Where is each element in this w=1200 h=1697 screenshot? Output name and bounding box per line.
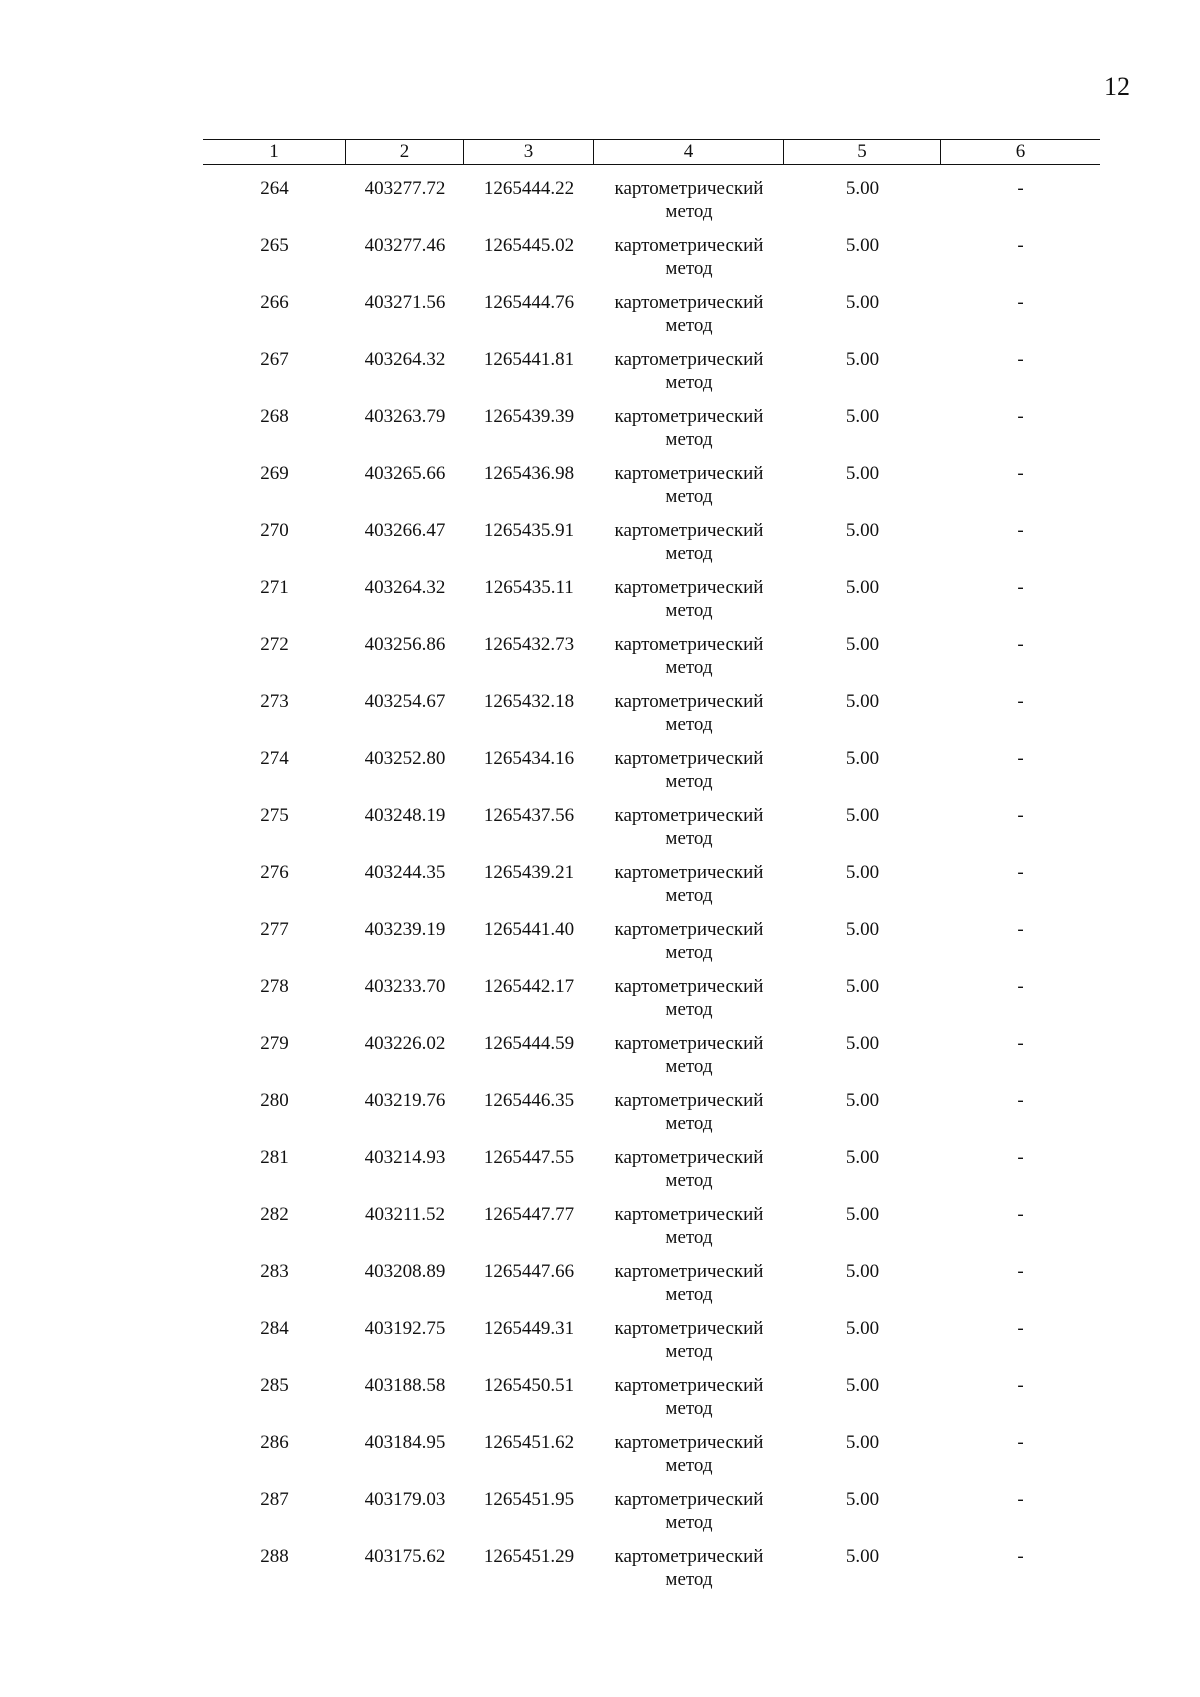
coord-y: 1265437.56 [483,805,575,826]
coord-x: 403264.32 [364,577,446,598]
note: - [1017,976,1024,997]
method-cell [594,348,784,405]
accuracy: 5.00 [845,463,880,484]
coord-x: 403214.93 [364,1147,446,1168]
note: - [1017,1489,1024,1510]
table-row [203,1545,1100,1602]
note: - [1017,235,1024,256]
accuracy: 5.00 [845,292,880,313]
method-line-1: картометрический [614,292,764,313]
note: - [1017,1090,1024,1111]
coord-y: 1265444.22 [483,178,575,199]
method-line-2: метод [665,657,713,678]
method-cell [594,1431,784,1488]
accuracy: 5.00 [845,1204,880,1225]
accuracy: 5.00 [845,1090,880,1111]
accuracy: 5.00 [845,520,880,541]
header-col-2: 2 [346,140,464,164]
method-line-2: метод [665,714,713,735]
coord-y: 1265446.35 [483,1090,575,1111]
method-cell [594,861,784,918]
accuracy: 5.00 [845,1147,880,1168]
coord-x: 403271.56 [364,292,446,313]
coord-y: 1265447.77 [483,1204,575,1225]
table-row [203,1317,1100,1374]
table-row [203,690,1100,747]
point-number: 266 [260,292,289,313]
accuracy: 5.00 [845,691,880,712]
method-line-2: метод [665,1398,713,1419]
table-row [203,462,1100,519]
point-number: 282 [260,1204,289,1225]
table-row [203,405,1100,462]
coord-y: 1265444.76 [483,292,575,313]
coord-x: 403211.52 [364,1204,446,1225]
coord-x: 403252.80 [364,748,446,769]
method-line-1: картометрический [614,1318,764,1339]
accuracy: 5.00 [845,805,880,826]
point-number: 271 [260,577,289,598]
point-number: 269 [260,463,289,484]
table-row [203,861,1100,918]
coord-y: 1265451.29 [483,1546,575,1567]
table-row [203,348,1100,405]
accuracy: 5.00 [845,748,880,769]
method-line-1: картометрический [614,1432,764,1453]
coord-y: 1265439.21 [483,862,575,883]
coord-x: 403175.62 [364,1546,446,1567]
method-cell [594,519,784,576]
method-line-2: метод [665,1056,713,1077]
method-line-2: метод [665,1341,713,1362]
point-number: 267 [260,349,289,370]
table-row [203,804,1100,861]
note: - [1017,1033,1024,1054]
coord-y: 1265435.91 [483,520,575,541]
point-number: 283 [260,1261,289,1282]
point-number: 280 [260,1090,289,1111]
header-col-5: 5 [784,140,941,164]
method-line-1: картометрический [614,862,764,883]
method-cell [594,405,784,462]
note: - [1017,1375,1024,1396]
method-line-1: картометрический [614,748,764,769]
method-cell [594,975,784,1032]
note: - [1017,577,1024,598]
method-cell [594,690,784,747]
coord-x: 403244.35 [364,862,446,883]
coord-x: 403254.67 [364,691,446,712]
note: - [1017,292,1024,313]
coord-x: 403226.02 [364,1033,446,1054]
accuracy: 5.00 [845,634,880,655]
note: - [1017,1147,1024,1168]
table-row [203,291,1100,348]
method-line-2: метод [665,1455,713,1476]
coord-y: 1265436.98 [483,463,575,484]
method-line-2: метод [665,885,713,906]
method-line-2: метод [665,258,713,279]
coord-x: 403192.75 [364,1318,446,1339]
coord-y: 1265445.02 [483,235,575,256]
note: - [1017,406,1024,427]
method-line-2: метод [665,429,713,450]
coord-y: 1265451.95 [483,1489,575,1510]
accuracy: 5.00 [845,1033,880,1054]
accuracy: 5.00 [845,919,880,940]
coord-y: 1265444.59 [483,1033,575,1054]
table-row [203,1146,1100,1203]
page-number: 12 [1104,72,1130,101]
method-line-1: картометрический [614,1147,764,1168]
coord-y: 1265439.39 [483,406,575,427]
method-cell [594,918,784,975]
point-number: 277 [260,919,289,940]
method-line-2: метод [665,372,713,393]
coord-x: 403263.79 [364,406,446,427]
note: - [1017,805,1024,826]
coord-y: 1265441.81 [483,349,575,370]
table-row [203,1089,1100,1146]
note: - [1017,1546,1024,1567]
table-body [203,177,1100,1602]
accuracy: 5.00 [845,178,880,199]
coord-y: 1265450.51 [483,1375,575,1396]
point-number: 270 [260,520,289,541]
method-cell [594,804,784,861]
table-row [203,918,1100,975]
coord-y: 1265447.66 [483,1261,575,1282]
method-cell [594,1146,784,1203]
coord-x: 403184.95 [364,1432,446,1453]
coord-x: 403256.86 [364,634,446,655]
table-row [203,1260,1100,1317]
method-line-2: метод [665,315,713,336]
point-number: 275 [260,805,289,826]
coord-y: 1265441.40 [483,919,575,940]
coord-x: 403277.46 [364,235,446,256]
table-row [203,177,1100,234]
point-number: 272 [260,634,289,655]
method-line-1: картометрический [614,235,764,256]
note: - [1017,634,1024,655]
coord-x: 403208.89 [364,1261,446,1282]
method-line-2: метод [665,1569,713,1590]
accuracy: 5.00 [845,235,880,256]
accuracy: 5.00 [845,1546,880,1567]
method-cell [594,576,784,633]
table-row [203,1203,1100,1260]
point-number: 268 [260,406,289,427]
coord-y: 1265447.55 [483,1147,575,1168]
table-row [203,633,1100,690]
method-line-1: картометрический [614,691,764,712]
method-line-2: метод [665,1284,713,1305]
method-line-2: метод [665,600,713,621]
coord-y: 1265442.17 [483,976,575,997]
point-number: 274 [260,748,289,769]
method-cell [594,1545,784,1602]
table-row [203,975,1100,1032]
table-row [203,1431,1100,1488]
table-row [203,1032,1100,1089]
note: - [1017,691,1024,712]
coord-y: 1265435.11 [484,577,574,598]
note: - [1017,1261,1024,1282]
method-line-1: картометрический [614,976,764,997]
method-line-1: картометрический [614,1204,764,1225]
method-line-1: картометрический [614,406,764,427]
point-number: 285 [260,1375,289,1396]
header-col-4: 4 [594,140,784,164]
method-cell [594,633,784,690]
header-col-1: 1 [203,140,346,164]
note: - [1017,178,1024,199]
note: - [1017,919,1024,940]
note: - [1017,1204,1024,1225]
note: - [1017,349,1024,370]
coord-x: 403239.19 [364,919,446,940]
accuracy: 5.00 [845,976,880,997]
method-cell [594,1317,784,1374]
method-cell [594,1089,784,1146]
coord-x: 403266.47 [364,520,446,541]
point-number: 264 [260,178,289,199]
coord-x: 403265.66 [364,463,446,484]
method-cell [594,177,784,234]
method-line-1: картометрический [614,463,764,484]
method-cell [594,1488,784,1545]
accuracy: 5.00 [845,1432,880,1453]
method-line-2: метод [665,1113,713,1134]
method-cell [594,234,784,291]
point-number: 276 [260,862,289,883]
point-number: 265 [260,235,289,256]
note: - [1017,748,1024,769]
accuracy: 5.00 [845,1318,880,1339]
method-line-2: метод [665,1170,713,1191]
table-row [203,1488,1100,1545]
note: - [1017,1318,1024,1339]
note: - [1017,520,1024,541]
point-number: 281 [260,1147,289,1168]
point-number: 273 [260,691,289,712]
table-header [203,139,1100,165]
method-line-1: картометрический [614,805,764,826]
note: - [1017,862,1024,883]
method-line-2: метод [665,201,713,222]
method-line-2: метод [665,543,713,564]
method-line-2: метод [665,1512,713,1533]
coord-y: 1265434.16 [483,748,575,769]
method-line-1: картометрический [614,1375,764,1396]
method-line-2: метод [665,486,713,507]
accuracy: 5.00 [845,349,880,370]
method-line-1: картометрический [614,919,764,940]
coord-x: 403264.32 [364,349,446,370]
coord-y: 1265432.18 [483,691,575,712]
table-row [203,747,1100,804]
method-cell [594,747,784,804]
coord-x: 403188.58 [364,1375,446,1396]
point-number: 287 [260,1489,289,1510]
point-number: 278 [260,976,289,997]
accuracy: 5.00 [845,1261,880,1282]
method-line-1: картометрический [614,520,764,541]
coord-x: 403233.70 [364,976,446,997]
point-number: 286 [260,1432,289,1453]
header-col-3: 3 [464,140,594,164]
coord-x: 403219.76 [364,1090,446,1111]
table-row [203,576,1100,633]
method-line-2: метод [665,999,713,1020]
coord-y: 1265449.31 [483,1318,575,1339]
method-line-1: картометрический [614,1033,764,1054]
method-line-1: картометрический [614,577,764,598]
coord-y: 1265432.73 [483,634,575,655]
method-cell [594,462,784,519]
coord-x: 403248.19 [364,805,446,826]
header-col-6: 6 [1015,141,1026,162]
method-line-2: метод [665,1227,713,1248]
note: - [1017,463,1024,484]
method-cell [594,1260,784,1317]
table-row [203,234,1100,291]
method-line-2: метод [665,771,713,792]
accuracy: 5.00 [845,862,880,883]
point-number: 284 [260,1318,289,1339]
coord-x: 403179.03 [364,1489,446,1510]
method-line-1: картометрический [614,1090,764,1111]
accuracy: 5.00 [845,406,880,427]
method-cell [594,291,784,348]
method-line-1: картометрический [614,1489,764,1510]
method-cell [594,1203,784,1260]
table-row [203,519,1100,576]
accuracy: 5.00 [845,577,880,598]
method-line-1: картометрический [614,1546,764,1567]
point-number: 279 [260,1033,289,1054]
method-cell [594,1374,784,1431]
note: - [1017,1432,1024,1453]
point-number: 288 [260,1546,289,1567]
method-cell [594,1032,784,1089]
method-line-2: метод [665,828,713,849]
coord-x: 403277.72 [364,178,446,199]
accuracy: 5.00 [845,1375,880,1396]
method-line-1: картометрический [614,1261,764,1282]
table-row [203,1374,1100,1431]
coord-y: 1265451.62 [483,1432,575,1453]
method-line-1: картометрический [614,349,764,370]
method-line-1: картометрический [614,178,764,199]
method-line-2: метод [665,942,713,963]
accuracy: 5.00 [845,1489,880,1510]
method-line-1: картометрический [614,634,764,655]
